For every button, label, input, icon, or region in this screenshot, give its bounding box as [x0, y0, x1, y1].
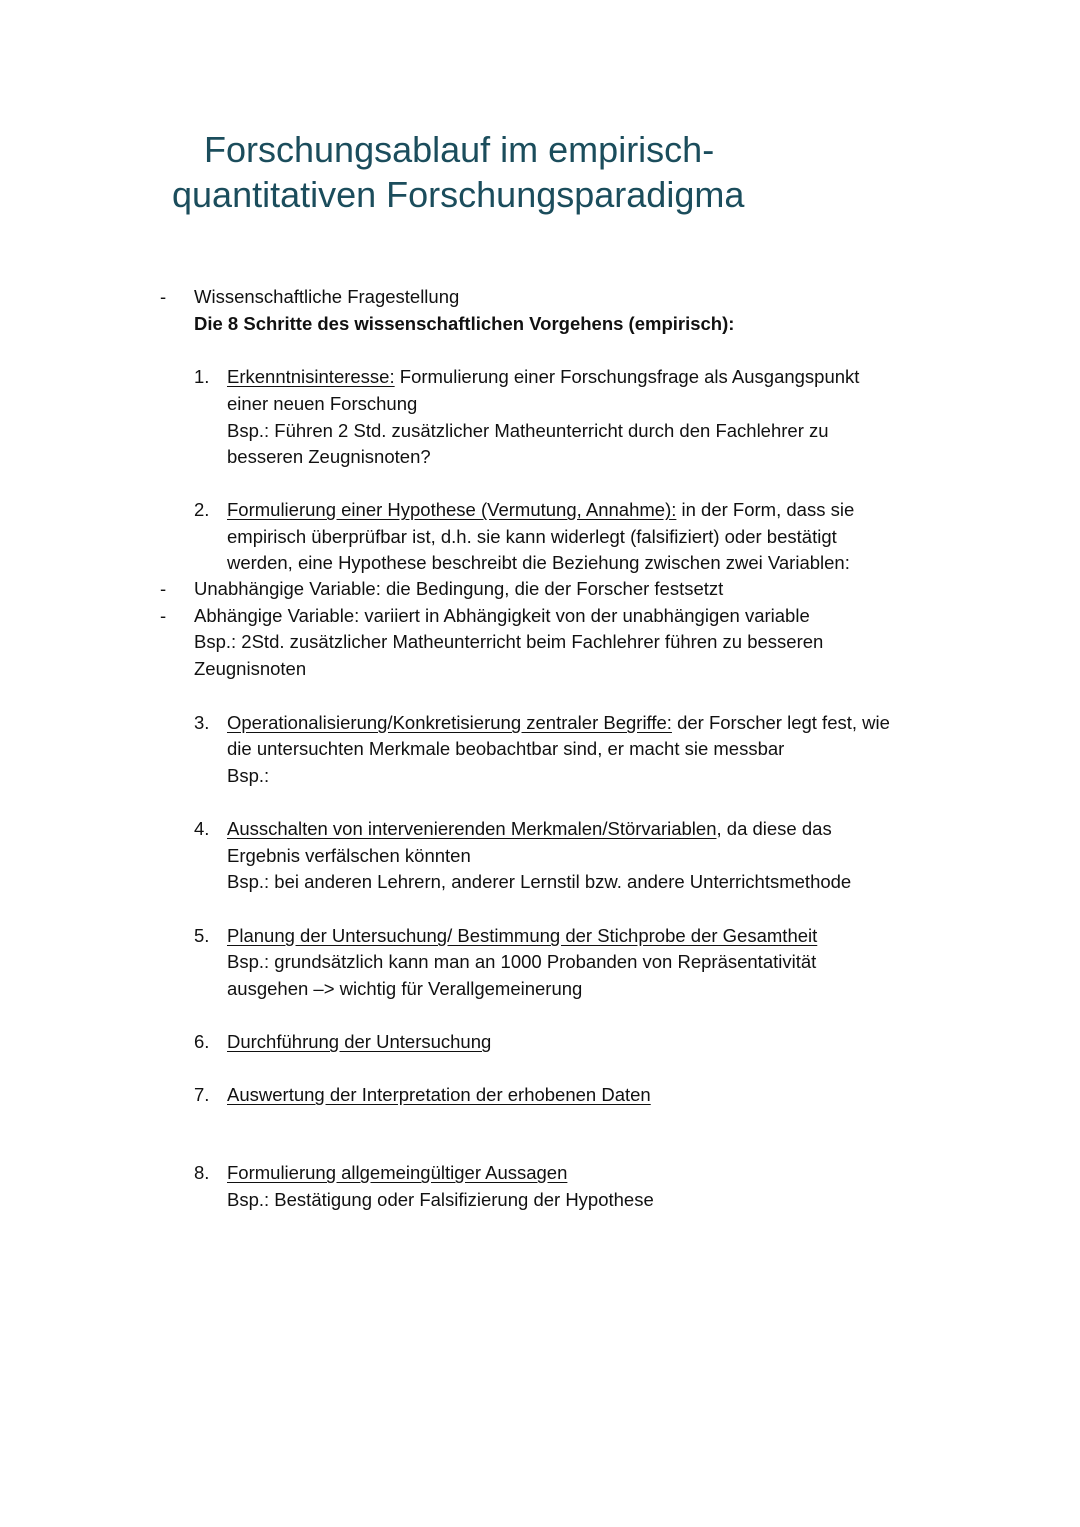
step-text: werden, eine Hypothese beschreibt die Beziehung zwischen zwei Variablen: — [227, 552, 850, 573]
step-number: 3. — [194, 712, 210, 733]
section-heading: Die 8 Schritte des wissenschaftlichen Vorgehens (empirisch): — [194, 313, 735, 334]
step-number: 1. — [194, 366, 210, 387]
step-example: Bsp.: grundsätzlich kann man an 1000 Probanden von Repräsentativität — [227, 951, 817, 972]
step-term: Formulierung einer Hypothese (Vermutung, Annahme): — [227, 499, 677, 520]
step-number: 5. — [194, 925, 210, 946]
intro-text: Wissenschaftliche Fragestellung — [194, 286, 460, 307]
step-term: Formulierung allgemeingültiger Aussagen — [227, 1162, 568, 1183]
step-1-line — [227, 366, 859, 388]
step-example: ausgehen –> wichtig für Verallgemeinerung — [227, 978, 583, 999]
step-term: Operationalisierung/Konkretisierung zentraler Begriffe: — [227, 712, 672, 733]
step-text: einer neuen Forschung — [227, 393, 418, 414]
step-2-line — [227, 499, 854, 521]
step-term: Durchführung der Untersuchung — [227, 1031, 492, 1052]
bullet-dash: - — [160, 605, 167, 626]
step-example: Bsp.: — [227, 765, 270, 786]
step-4-line — [227, 818, 832, 840]
title-line-1: Forschungsablauf im empirisch- — [204, 129, 715, 170]
step-number: 8. — [194, 1162, 210, 1183]
step-text: die untersuchten Merkmale beobachtbar sind, er macht sie messbar — [227, 738, 785, 759]
step-term: Ausschalten von intervenierenden Merkmalen/Störvariablen — [227, 818, 717, 839]
step-text: , da diese das — [716, 818, 832, 839]
step-text: in der Form, dass sie — [676, 499, 855, 520]
step-text: Formulierung einer Forschungsfrage als Ausgangspunkt — [394, 366, 860, 387]
step-example: Bsp.: bei anderen Lehrern, anderer Lernstil bzw. andere Unterrichtsmethode — [227, 871, 852, 892]
variable-example: Bsp.: 2Std. zusätzlicher Matheunterricht beim Fachlehrer führen zu besseren — [194, 631, 824, 652]
step-number: 7. — [194, 1084, 210, 1105]
bullet-dash: - — [160, 578, 167, 599]
step-text: der Forscher legt fest, wie — [671, 712, 890, 733]
step-term: Planung der Untersuchung/ Bestimmung der Stichprobe der Gesamtheit — [227, 925, 818, 946]
bullet-dash: - — [160, 286, 167, 307]
independent-variable: Unabhängige Variable: die Bedingung, die der Forscher festsetzt — [194, 578, 724, 599]
step-example: besseren Zeugnisnoten? — [227, 446, 431, 467]
step-example: Bsp.: Bestätigung oder Falsifizierung der Hypothese — [227, 1189, 654, 1210]
variable-example: Zeugnisnoten — [194, 658, 307, 679]
step-3-line — [227, 712, 890, 734]
step-number: 2. — [194, 499, 210, 520]
step-text: Ergebnis verfälschen könnten — [227, 845, 471, 866]
title-line-2: quantitativen Forschungsparadigma — [172, 174, 745, 215]
step-number: 6. — [194, 1031, 210, 1052]
step-term: Erkenntnisinteresse: — [227, 366, 395, 387]
step-text: empirisch überprüfbar ist, d.h. sie kann widerlegt (falsifiziert) oder bestätigt — [227, 526, 837, 547]
dependent-variable: Abhängige Variable: variiert in Abhängigkeit von der unabhängigen variable — [194, 605, 810, 626]
step-term: Auswertung der Interpretation der erhobenen Daten — [227, 1084, 651, 1105]
step-number: 4. — [194, 818, 210, 839]
step-example: Bsp.: Führen 2 Std. zusätzlicher Matheunterricht durch den Fachlehrer zu — [227, 420, 829, 441]
